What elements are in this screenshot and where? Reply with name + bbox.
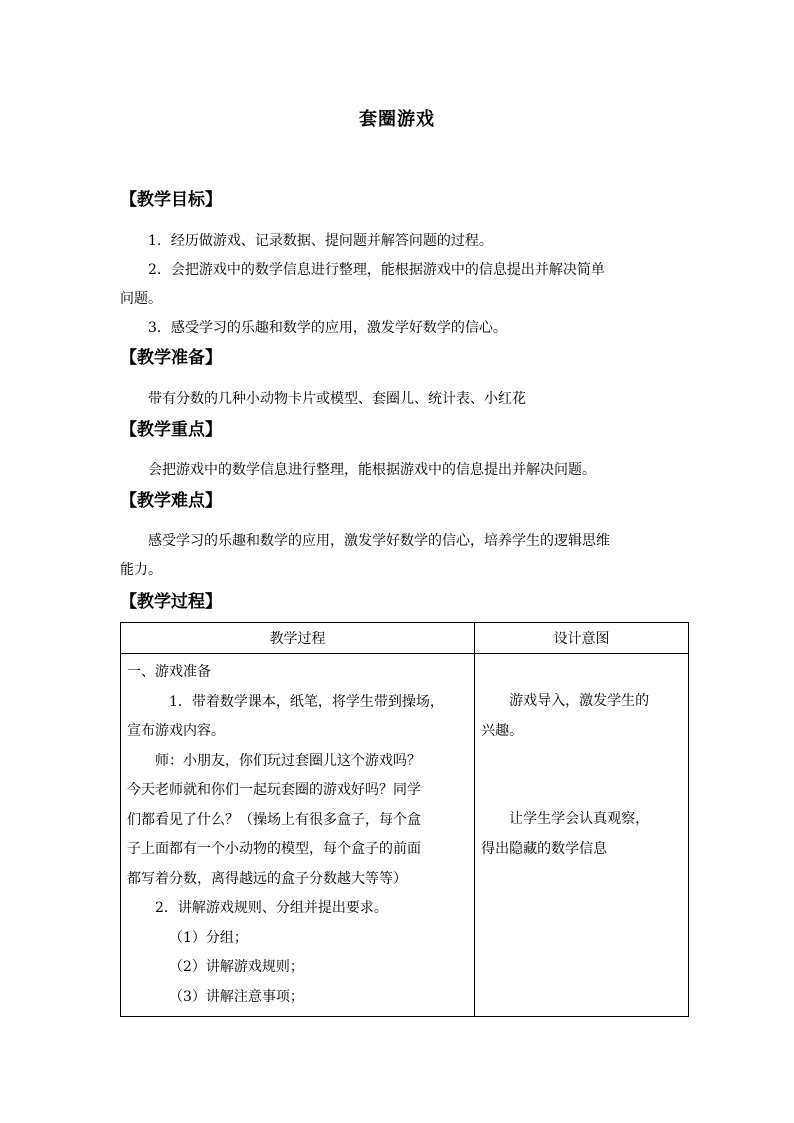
intent-line: 兴趣。 bbox=[481, 722, 524, 739]
difficulty-paragraph bbox=[120, 527, 675, 585]
intent-cell-body bbox=[475, 654, 688, 868]
teaching-process-table bbox=[120, 622, 689, 1017]
process-line: 子上面都有一个小动物的模型，每个盒子的前面 bbox=[127, 841, 421, 857]
process-line: （1）分组； bbox=[169, 929, 248, 946]
difficulty-line-1: 感受学习的乐趣和数学的应用，激发学好数学的信心，培养学生的逻辑思维 bbox=[148, 533, 610, 549]
heading-teaching-prep: 【教学准备】 bbox=[120, 348, 222, 368]
difficulty-line-2: 能力。 bbox=[120, 562, 162, 578]
process-line: 1．带着数学课本，纸笔，将学生带到操场， bbox=[169, 693, 444, 710]
goal-item-3: 3．感受学习的乐趣和数学的应用，激发学好数学的信心。 bbox=[148, 320, 507, 336]
process-line: （3）讲解注意事项； bbox=[169, 988, 304, 1005]
key-paragraph bbox=[120, 456, 675, 485]
process-line: 一、游戏准备 bbox=[127, 664, 211, 680]
goal-item-2-continued: 问题。 bbox=[120, 291, 162, 307]
heading-key-points: 【教学重点】 bbox=[120, 420, 222, 440]
goals-paragraph bbox=[120, 227, 675, 343]
document-title: 套圈游戏 bbox=[359, 109, 435, 130]
intent-line: 得出隐藏的数学信息 bbox=[481, 840, 608, 857]
process-line: 都写着分数，离得越远的盒子分数越大等等） bbox=[127, 870, 407, 887]
column-header-process: 教学过程 bbox=[121, 623, 475, 654]
process-line: 们都看见了什么？（操场上有很多盒子，每个盒 bbox=[127, 811, 421, 828]
process-cell-body bbox=[121, 654, 474, 1016]
intent-cell bbox=[475, 654, 689, 1017]
intent-line: 让学生学会认真观察， bbox=[509, 811, 650, 827]
process-line: 师：小朋友，你们玩过套圈儿这个游戏吗？ bbox=[155, 752, 421, 769]
goal-item-2: 2．会把游戏中的数学信息进行整理，能根据游戏中的信息提出并解决简单 bbox=[148, 262, 605, 278]
process-line: 宣布游戏内容。 bbox=[127, 723, 225, 739]
prep-text: 带有分数的几种小动物卡片或模型、套圈儿、统计表、小红花 bbox=[148, 391, 526, 407]
goal-item-1: 1．经历做游戏、记录数据、提问题并解答问题的过程。 bbox=[148, 233, 493, 249]
intent-line: 游戏导入，激发学生的 bbox=[509, 693, 650, 709]
process-cell bbox=[121, 654, 475, 1017]
table-row bbox=[121, 654, 689, 1017]
process-line: 2．讲解游戏规则、分组并提出要求。 bbox=[155, 900, 388, 916]
column-header-intent: 设计意图 bbox=[475, 623, 689, 654]
process-line: （2）讲解游戏规则； bbox=[169, 959, 304, 975]
heading-teaching-process: 【教学过程】 bbox=[120, 592, 222, 612]
prep-paragraph bbox=[120, 385, 675, 414]
key-text: 会把游戏中的数学信息进行整理，能根据游戏中的信息提出并解决问题。 bbox=[148, 462, 596, 478]
table-header-row bbox=[121, 623, 689, 654]
heading-teaching-goals: 【教学目标】 bbox=[120, 190, 222, 210]
process-line: 今天老师就和你们一起玩套圈的游戏好吗？同学 bbox=[127, 782, 421, 798]
heading-difficulties: 【教学难点】 bbox=[120, 491, 222, 511]
